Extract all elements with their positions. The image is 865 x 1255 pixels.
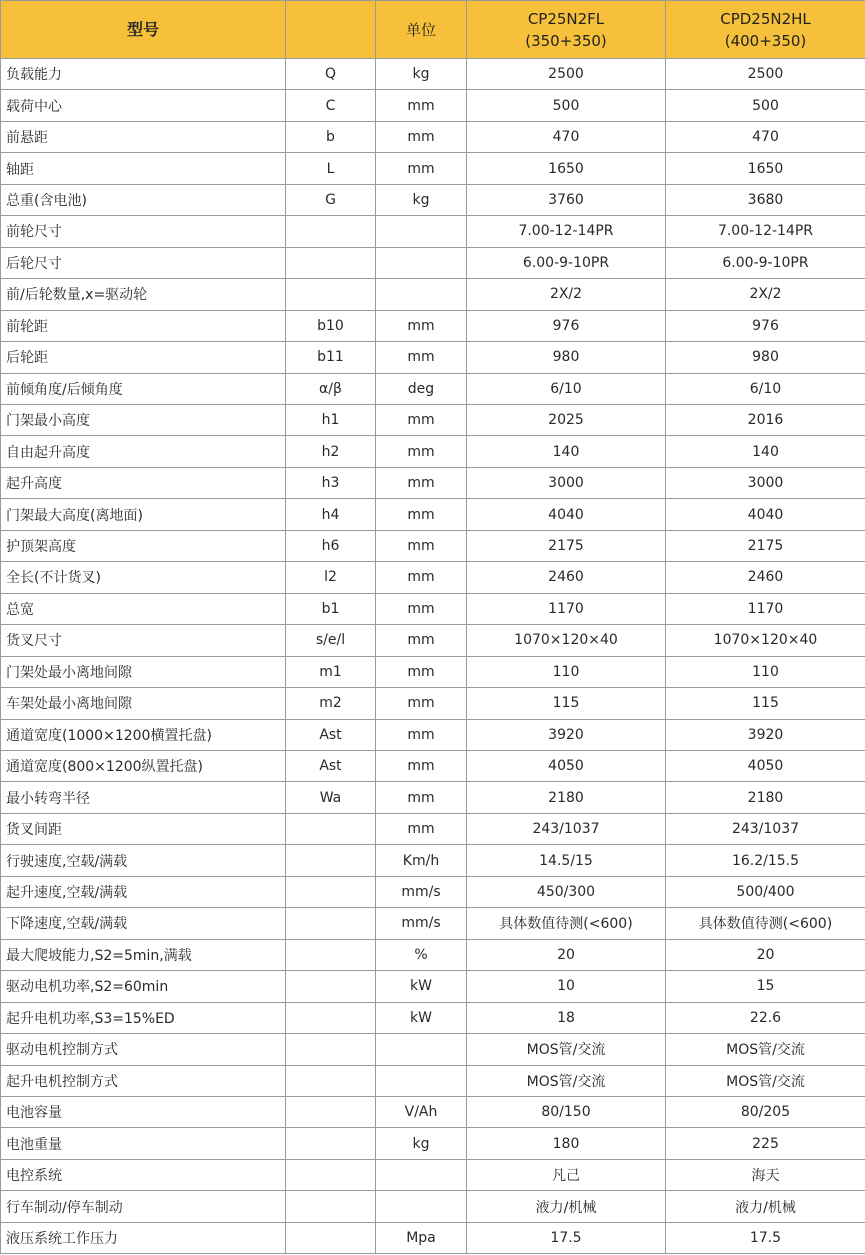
model-1-value-cell: 3920 (467, 719, 666, 750)
symbol-cell: b1 (286, 593, 376, 624)
unit-cell: % (376, 939, 467, 970)
symbol-cell (286, 279, 376, 310)
param-name-cell: 后轮尺寸 (1, 247, 286, 278)
param-name-cell: 前轮尺寸 (1, 216, 286, 247)
unit-cell (376, 1159, 467, 1190)
symbol-cell (286, 1159, 376, 1190)
param-name-cell: 起升电机控制方式 (1, 1065, 286, 1096)
table-row (1, 1159, 865, 1190)
unit-cell: mm (376, 782, 467, 813)
symbol-cell: L (286, 153, 376, 184)
symbol-cell (286, 939, 376, 970)
unit-cell: Mpa (376, 1222, 467, 1253)
symbol-cell: h1 (286, 404, 376, 435)
model-2-value-cell: 3000 (666, 467, 865, 498)
param-name-cell: 前/后轮数量,x=驱动轮 (1, 279, 286, 310)
model-2-value-cell: 1170 (666, 593, 865, 624)
model-1-value-cell: MOS管/交流 (467, 1034, 666, 1065)
model-1-value-cell: 2175 (467, 530, 666, 561)
symbol-cell (286, 1096, 376, 1127)
param-name-cell: 全长(不计货叉) (1, 562, 286, 593)
table-row (1, 404, 865, 435)
table-row (1, 121, 865, 152)
unit-cell: mm (376, 813, 467, 844)
param-name-cell: 货叉间距 (1, 813, 286, 844)
model-2-value-cell: 2X/2 (666, 279, 865, 310)
table-row (1, 939, 865, 970)
unit-cell (376, 1034, 467, 1065)
model-1-value-cell: 976 (467, 310, 666, 341)
header-symbol (286, 1, 376, 59)
unit-cell: mm/s (376, 876, 467, 907)
model-2-value-cell: 140 (666, 436, 865, 467)
param-name-cell: 门架最大高度(离地面) (1, 499, 286, 530)
table-row (1, 59, 865, 90)
model-1-value-cell: 980 (467, 342, 666, 373)
model-1-value-cell: 243/1037 (467, 813, 666, 844)
model-1-value-cell: 1170 (467, 593, 666, 624)
model-2-value-cell: 22.6 (666, 1002, 865, 1033)
symbol-cell (286, 1222, 376, 1253)
unit-cell: mm/s (376, 908, 467, 939)
symbol-cell: s/e/l (286, 625, 376, 656)
table-row (1, 1065, 865, 1096)
model-1-value-cell: 3000 (467, 467, 666, 498)
param-name-cell: 电池重量 (1, 1128, 286, 1159)
param-name-cell: 后轮距 (1, 342, 286, 373)
model-2-value-cell: 500/400 (666, 876, 865, 907)
table-row (1, 247, 865, 278)
table-row (1, 625, 865, 656)
param-name-cell: 电控系统 (1, 1159, 286, 1190)
param-name-cell: 电池容量 (1, 1096, 286, 1127)
symbol-cell: h6 (286, 530, 376, 561)
param-name-cell: 驱动电机功率,S2=60min (1, 971, 286, 1002)
table-row (1, 813, 865, 844)
model-1-value-cell: 1070×120×40 (467, 625, 666, 656)
symbol-cell: b (286, 121, 376, 152)
table-row (1, 279, 865, 310)
symbol-cell: b10 (286, 310, 376, 341)
param-name-cell: 最小转弯半径 (1, 782, 286, 813)
model-1-value-cell: 470 (467, 121, 666, 152)
model-1-value-cell: 2460 (467, 562, 666, 593)
model-1-value-cell: 2180 (467, 782, 666, 813)
table-row (1, 593, 865, 624)
table-row (1, 216, 865, 247)
table-row (1, 688, 865, 719)
table-row (1, 342, 865, 373)
model-2-value-cell: 4050 (666, 750, 865, 781)
model-1-value-cell: 2X/2 (467, 279, 666, 310)
model-2-value-cell: 976 (666, 310, 865, 341)
model-1-value-cell: 110 (467, 656, 666, 687)
param-name-cell: 起升速度,空载/满载 (1, 876, 286, 907)
model-1-value-cell: 10 (467, 971, 666, 1002)
unit-cell: mm (376, 342, 467, 373)
model-1-value-cell: 140 (467, 436, 666, 467)
symbol-cell: G (286, 184, 376, 215)
model-1-value-cell: 20 (467, 939, 666, 970)
symbol-cell (286, 908, 376, 939)
model-2-value-cell: 243/1037 (666, 813, 865, 844)
model-1-value-cell: 7.00-12-14PR (467, 216, 666, 247)
model-2-value-cell: 225 (666, 1128, 865, 1159)
model-2-value-cell: 1070×120×40 (666, 625, 865, 656)
unit-cell: mm (376, 750, 467, 781)
param-name-cell: 前悬距 (1, 121, 286, 152)
model-2-value-cell: 2500 (666, 59, 865, 90)
model-1-value-cell: 4050 (467, 750, 666, 781)
model-1-value-cell: MOS管/交流 (467, 1065, 666, 1096)
symbol-cell: l2 (286, 562, 376, 593)
symbol-cell (286, 813, 376, 844)
model-2-value-cell: 17.5 (666, 1222, 865, 1253)
model-2-value-cell: 500 (666, 90, 865, 121)
symbol-cell: Wa (286, 782, 376, 813)
model-1-value-cell: 液力/机械 (467, 1191, 666, 1222)
header-model-1-name: CP25N2FL (527, 9, 605, 28)
header-row (1, 1, 865, 59)
param-name-cell: 负载能力 (1, 59, 286, 90)
header-model-2 (666, 1, 865, 59)
symbol-cell (286, 247, 376, 278)
param-name-cell: 总重(含电池) (1, 184, 286, 215)
param-name-cell: 护顶架高度 (1, 530, 286, 561)
unit-cell: mm (376, 404, 467, 435)
model-2-value-cell: 2175 (666, 530, 865, 561)
symbol-cell (286, 1034, 376, 1065)
param-name-cell: 通道宽度(1000×1200横置托盘) (1, 719, 286, 750)
unit-cell: mm (376, 593, 467, 624)
symbol-cell: C (286, 90, 376, 121)
model-2-value-cell: 110 (666, 656, 865, 687)
table-row (1, 436, 865, 467)
symbol-cell: h4 (286, 499, 376, 530)
unit-cell: mm (376, 90, 467, 121)
model-1-value-cell: 具体数值待测(<600) (467, 908, 666, 939)
symbol-cell (286, 1128, 376, 1159)
model-1-value-cell: 14.5/15 (467, 845, 666, 876)
param-name-cell: 门架最小高度 (1, 404, 286, 435)
table-row (1, 656, 865, 687)
header-model-2-config: (400+350) (724, 31, 807, 50)
model-2-value-cell: 3920 (666, 719, 865, 750)
model-1-value-cell: 115 (467, 688, 666, 719)
param-name-cell: 自由起升高度 (1, 436, 286, 467)
model-1-value-cell: 6/10 (467, 373, 666, 404)
symbol-cell: h2 (286, 436, 376, 467)
model-2-value-cell: 2460 (666, 562, 865, 593)
table-row (1, 1191, 865, 1222)
header-model: 型号 (1, 1, 286, 59)
table-row (1, 1128, 865, 1159)
unit-cell: mm (376, 562, 467, 593)
model-1-value-cell: 3760 (467, 184, 666, 215)
unit-cell (376, 1065, 467, 1096)
symbol-cell: Ast (286, 750, 376, 781)
unit-cell (376, 247, 467, 278)
unit-cell: mm (376, 530, 467, 561)
symbol-cell: m2 (286, 688, 376, 719)
model-1-value-cell: 18 (467, 1002, 666, 1033)
param-name-cell: 驱动电机控制方式 (1, 1034, 286, 1065)
unit-cell: kg (376, 59, 467, 90)
symbol-cell: m1 (286, 656, 376, 687)
symbol-cell: Ast (286, 719, 376, 750)
model-2-value-cell: 115 (666, 688, 865, 719)
table-row (1, 499, 865, 530)
header-model-1-config: (350+350) (525, 31, 607, 50)
table-row (1, 1002, 865, 1033)
table-row (1, 184, 865, 215)
model-2-value-cell: 1650 (666, 153, 865, 184)
model-2-value-cell: 16.2/15.5 (666, 845, 865, 876)
header-model-2-name: CPD25N2HL (720, 9, 811, 28)
table-row (1, 90, 865, 121)
unit-cell: kW (376, 971, 467, 1002)
unit-cell: V/Ah (376, 1096, 467, 1127)
model-2-value-cell: 6.00-9-10PR (666, 247, 865, 278)
table-row (1, 845, 865, 876)
symbol-cell (286, 876, 376, 907)
table-row (1, 782, 865, 813)
model-2-value-cell: 2016 (666, 404, 865, 435)
symbol-cell: b11 (286, 342, 376, 373)
symbol-cell (286, 1191, 376, 1222)
param-name-cell: 货叉尺寸 (1, 625, 286, 656)
unit-cell (376, 216, 467, 247)
table-row (1, 373, 865, 404)
table-row (1, 310, 865, 341)
model-1-value-cell: 2500 (467, 59, 666, 90)
model-2-value-cell: 80/205 (666, 1096, 865, 1127)
unit-cell: mm (376, 310, 467, 341)
model-2-value-cell: 7.00-12-14PR (666, 216, 865, 247)
model-2-value-cell: 4040 (666, 499, 865, 530)
unit-cell: mm (376, 467, 467, 498)
table-row (1, 1096, 865, 1127)
unit-cell: kg (376, 1128, 467, 1159)
model-2-value-cell: 15 (666, 971, 865, 1002)
symbol-cell (286, 845, 376, 876)
param-name-cell: 门架处最小离地间隙 (1, 656, 286, 687)
table-row (1, 1034, 865, 1065)
param-name-cell: 前倾角度/后倾角度 (1, 373, 286, 404)
model-2-value-cell: 2180 (666, 782, 865, 813)
table-row (1, 971, 865, 1002)
unit-cell: mm (376, 153, 467, 184)
unit-cell: mm (376, 656, 467, 687)
table-row (1, 153, 865, 184)
param-name-cell: 行车制动/停车制动 (1, 1191, 286, 1222)
unit-cell: mm (376, 625, 467, 656)
param-name-cell: 通道宽度(800×1200纵置托盘) (1, 750, 286, 781)
param-name-cell: 载荷中心 (1, 90, 286, 121)
model-1-value-cell: 4040 (467, 499, 666, 530)
table-body (1, 59, 865, 1254)
model-1-value-cell: 17.5 (467, 1222, 666, 1253)
model-1-value-cell: 6.00-9-10PR (467, 247, 666, 278)
model-1-value-cell: 2025 (467, 404, 666, 435)
table-row (1, 750, 865, 781)
model-2-value-cell: 海天 (666, 1159, 865, 1190)
symbol-cell (286, 1002, 376, 1033)
unit-cell (376, 1191, 467, 1222)
model-2-value-cell: 6/10 (666, 373, 865, 404)
model-1-value-cell: 450/300 (467, 876, 666, 907)
model-1-value-cell: 80/150 (467, 1096, 666, 1127)
param-name-cell: 下降速度,空载/满载 (1, 908, 286, 939)
param-name-cell: 最大爬坡能力,S2=5min,满载 (1, 939, 286, 970)
model-1-value-cell: 1650 (467, 153, 666, 184)
unit-cell: mm (376, 499, 467, 530)
table-row (1, 1222, 865, 1253)
unit-cell: Km/h (376, 845, 467, 876)
table-row (1, 719, 865, 750)
model-2-value-cell: 470 (666, 121, 865, 152)
table-row (1, 908, 865, 939)
param-name-cell: 行驶速度,空载/满载 (1, 845, 286, 876)
model-2-value-cell: 液力/机械 (666, 1191, 865, 1222)
param-name-cell: 轴距 (1, 153, 286, 184)
param-name-cell: 起升电机功率,S3=15%ED (1, 1002, 286, 1033)
model-1-value-cell: 500 (467, 90, 666, 121)
header-unit: 单位 (376, 1, 467, 59)
param-name-cell: 车架处最小离地间隙 (1, 688, 286, 719)
symbol-cell (286, 1065, 376, 1096)
unit-cell: mm (376, 719, 467, 750)
unit-cell: mm (376, 121, 467, 152)
header-model-1 (467, 1, 666, 59)
param-name-cell: 总宽 (1, 593, 286, 624)
table-header (1, 1, 865, 59)
symbol-cell: h3 (286, 467, 376, 498)
table-row (1, 467, 865, 498)
table-row (1, 876, 865, 907)
unit-cell: mm (376, 688, 467, 719)
model-2-value-cell: 20 (666, 939, 865, 970)
model-2-value-cell: MOS管/交流 (666, 1034, 865, 1065)
unit-cell: kW (376, 1002, 467, 1033)
model-1-value-cell: 180 (467, 1128, 666, 1159)
table-row (1, 562, 865, 593)
unit-cell: kg (376, 184, 467, 215)
symbol-cell (286, 971, 376, 1002)
unit-cell: mm (376, 436, 467, 467)
symbol-cell (286, 216, 376, 247)
model-2-value-cell: MOS管/交流 (666, 1065, 865, 1096)
model-1-value-cell: 凡己 (467, 1159, 666, 1190)
model-2-value-cell: 3680 (666, 184, 865, 215)
model-2-value-cell: 980 (666, 342, 865, 373)
table-row (1, 530, 865, 561)
symbol-cell: Q (286, 59, 376, 90)
param-name-cell: 起升高度 (1, 467, 286, 498)
param-name-cell: 前轮距 (1, 310, 286, 341)
symbol-cell: α/β (286, 373, 376, 404)
unit-cell (376, 279, 467, 310)
unit-cell: deg (376, 373, 467, 404)
model-2-value-cell: 具体数值待测(<600) (666, 908, 865, 939)
param-name-cell: 液压系统工作压力 (1, 1222, 286, 1253)
